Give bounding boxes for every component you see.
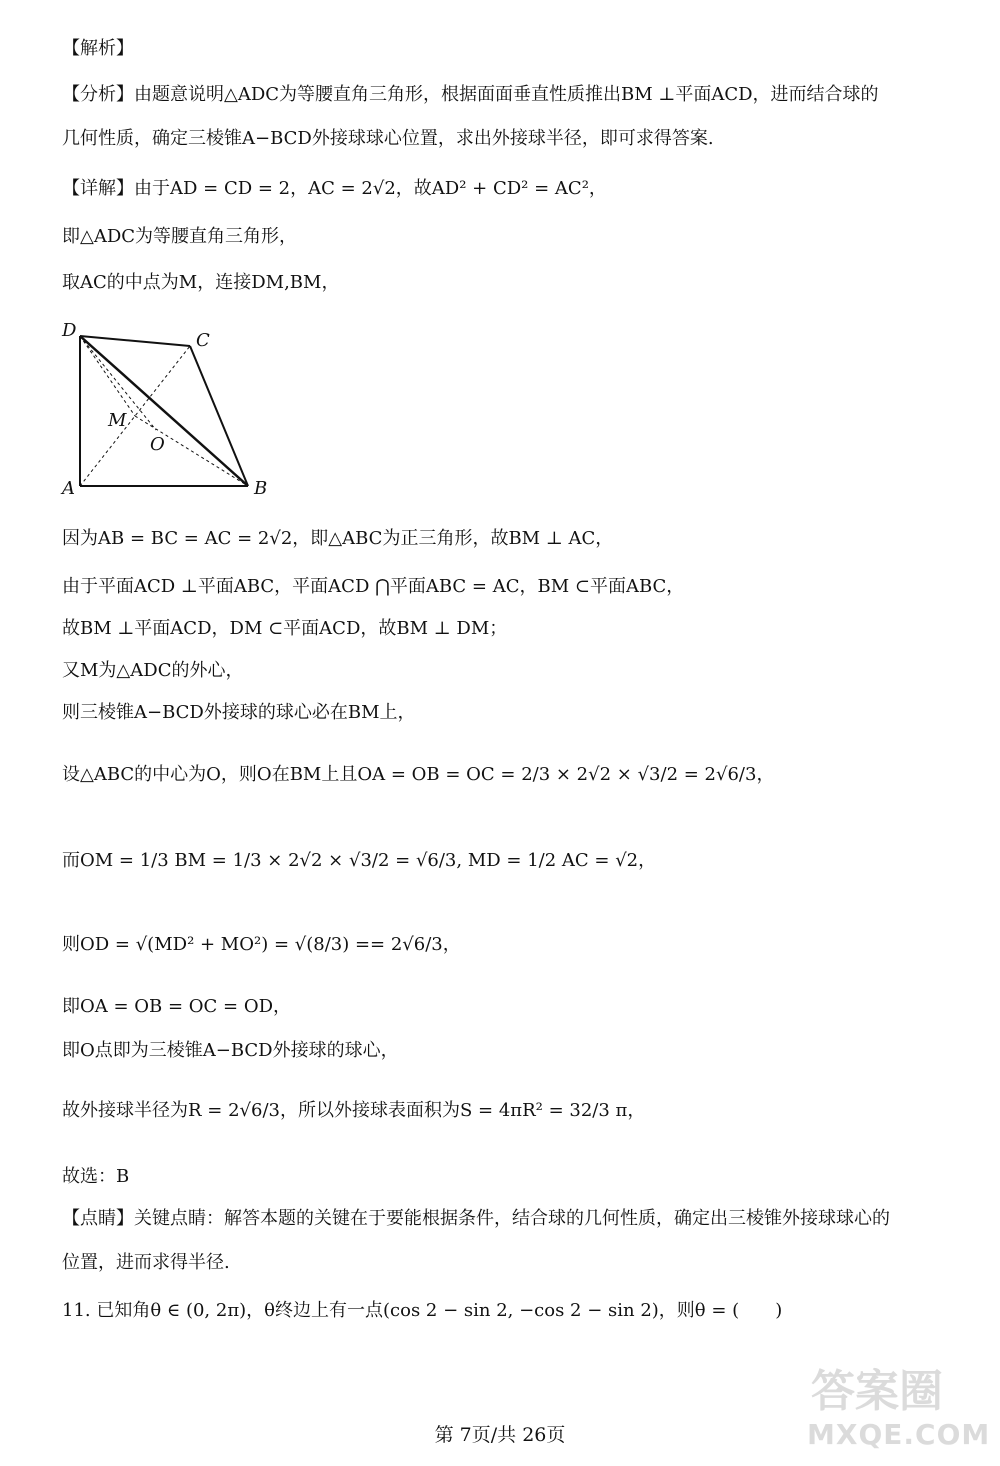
- label-a: A: [62, 478, 75, 499]
- watermark-glyphs: [807, 1360, 982, 1420]
- label-d: D: [62, 320, 77, 341]
- label-m: M: [108, 410, 127, 431]
- line-10: 则三棱锥A−BCD外接球的球心必在BM上，: [62, 702, 416, 723]
- line-3: 【详解】由于AD = CD = 2，AC = 2√2，故AD² + CD² = AC²，: [62, 178, 607, 199]
- line-16: 故外接球半径为R = 2√6/3，所以外接球表面积为S = 4πR² = 32/3 π，: [62, 1100, 646, 1121]
- label-o: O: [150, 434, 165, 455]
- line-19: 位置，进而求得半径.: [62, 1252, 230, 1273]
- line-8: 故BM ⊥平面ACD，DM ⊂平面ACD，故BM ⊥ DM；: [62, 618, 508, 639]
- line-14: 即OA = OB = OC = OD，: [62, 996, 292, 1017]
- line-20: 11. 已知角θ ∈ (0, 2π)，θ终边上有一点(cos 2 − sin 2, −cos 2 − sin 2)，则θ = ( ): [62, 1300, 783, 1321]
- segment-dm: [80, 336, 135, 416]
- line-5: 取AC的中点为M，连接DM,BM，: [62, 272, 340, 293]
- edge-db: [80, 336, 248, 486]
- line-6: 因为AB = BC = AC = 2√2，即△ABC为正三角形，故BM ⊥ AC，: [62, 528, 614, 549]
- edge-cb: [190, 346, 248, 486]
- line-12: 而OM = 1/3 BM = 1/3 × 2√2 × √3/2 = √6/3, MD = 1/2 AC = √2，: [62, 850, 657, 871]
- line-11: 设△ABC的中心为O，则O在BM上且OA = OB = OC = 2/3 × 2√2 × √3/2 = 2√6/3，: [62, 764, 775, 785]
- line-13: 则OD = √(MD² + MO²) = √(8/3) == 2√6/3，: [62, 934, 461, 955]
- watermark-url: MXQE.COM: [807, 1418, 991, 1451]
- label-c: C: [196, 330, 210, 351]
- line-7: 由于平面ACD ⊥平面ABC，平面ACD ⋂平面ABC = AC，BM ⊂平面ABC，: [62, 576, 685, 597]
- line-15: 即O点即为三棱锥A−BCD外接球的球心，: [62, 1040, 399, 1061]
- svg-text:答案圈: 答案圈: [811, 1366, 943, 1417]
- page-footer: 第 7页/共 26页: [434, 1424, 566, 1446]
- line-1: 【分析】由题意说明△ADC为等腰直角三角形，根据面面垂直性质推出BM ⊥平面ACD，进而结合球的: [62, 84, 879, 105]
- tetrahedron-figure: [58, 318, 288, 503]
- line-4: 即△ADC为等腰直角三角形，: [62, 226, 298, 247]
- line-17: 故选：B: [62, 1166, 130, 1187]
- line-9: 又M为△ADC的外心，: [62, 660, 244, 681]
- edge-dc: [80, 336, 190, 346]
- line-2: 几何性质，确定三棱锥A−BCD外接球球心位置，求出外接球半径，即可求得答案.: [62, 128, 714, 149]
- line-0: 【解析】: [62, 38, 134, 59]
- line-18: 【点睛】关键点睛：解答本题的关键在于要能根据条件，结合球的几何性质，确定出三棱锥外接球球心的: [62, 1208, 890, 1229]
- label-b: B: [254, 478, 268, 499]
